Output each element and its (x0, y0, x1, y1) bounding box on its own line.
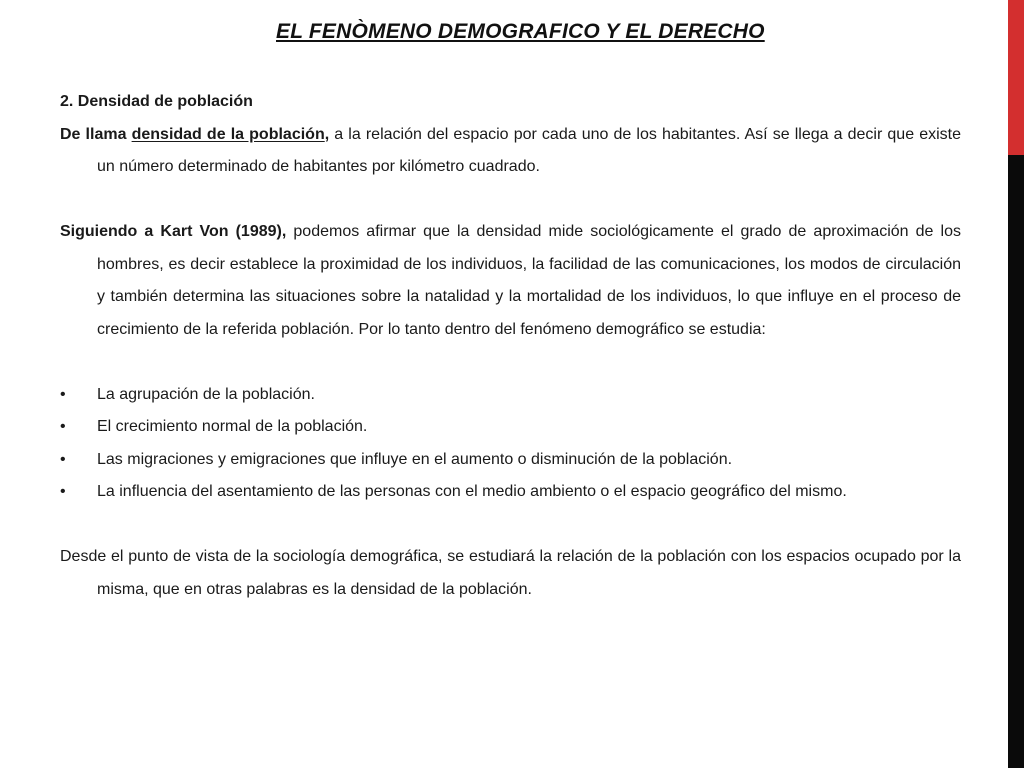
section-heading: 2. Densidad de población (60, 93, 253, 110)
list-item-text: Las migraciones y emigraciones que influye en el aumento o disminución de la población. (97, 450, 733, 468)
slide-title: EL FENÒMENO DEMOGRAFICO Y EL DERECHO (276, 20, 765, 43)
list-item (60, 476, 961, 509)
definition-text: a la relación del espacio por cada uno de los habitantes. Así se llega a decir que existe un número determinado de habitantes por kilómetro cuadrado. (97, 125, 962, 175)
list-item-text: La agrupación de la población. (97, 385, 315, 403)
list-item (60, 379, 961, 412)
slide-body (60, 86, 961, 606)
definition-lead: De llama (60, 125, 127, 143)
topics-list (60, 379, 961, 509)
citation-text: podemos afirmar que la densidad mide sociológicamente el grado de aproximación de los hombres, es decir establece la proximidad de los individuos, la facilidad de las comunicaciones, los modos de circulación y también determina las situaciones sobre la natalidad y la mortalidad de los individuos, lo que influye en el proceso de crecimiento de la referida población. Por lo tanto dentro del fenómeno demográfico se estudia: (97, 223, 961, 338)
definition-comma: , (324, 125, 330, 143)
conclusion-paragraph: Desde el punto de vista de la sociología demográfica, se estudiará la relación de la población con los espacios ocupado por la misma, que en otras palabras es la densidad de la población. (60, 548, 961, 598)
bullet-icon: • (60, 418, 66, 435)
definition-term: densidad de la población (131, 125, 325, 143)
bullet-icon: • (60, 450, 66, 468)
list-item (60, 411, 961, 444)
decorative-bar-black (1008, 155, 1024, 768)
citation-paragraph (60, 216, 961, 346)
decorative-bar-red (1008, 0, 1024, 155)
spacer (60, 346, 961, 379)
citation-lead: Siguiendo a Kart Von (1989), (60, 223, 287, 240)
bullet-icon: • (60, 385, 66, 403)
list-item (60, 444, 961, 477)
list-item-text: La influencia del asentamiento de las personas con el medio ambiento o el espacio geográfico del mismo. (97, 483, 847, 500)
spacer (60, 509, 961, 542)
spacer (60, 184, 961, 217)
list-item-text: El crecimiento normal de la población. (97, 418, 368, 435)
definition-paragraph (60, 119, 961, 184)
bullet-icon: • (60, 483, 66, 500)
